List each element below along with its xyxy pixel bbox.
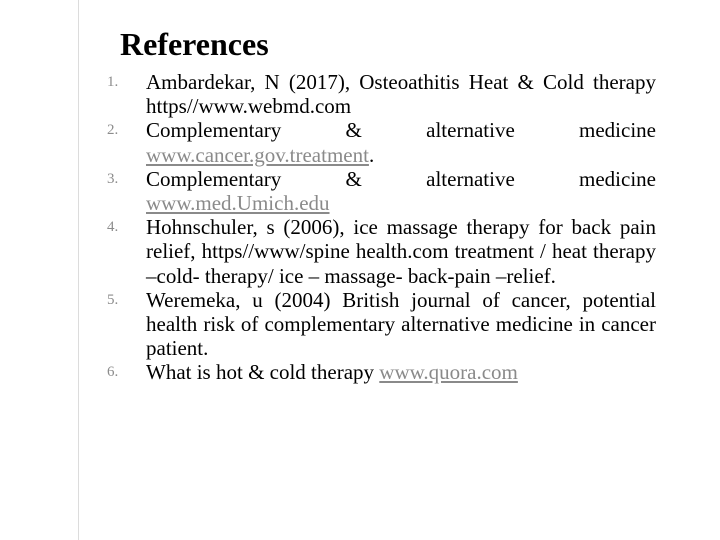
reference-link[interactable]: www.cancer.gov.treatment [146, 142, 369, 167]
page-title: References [120, 26, 269, 62]
vertical-divider [78, 0, 79, 540]
reference-number: 1. [107, 74, 119, 90]
reference-item [107, 287, 656, 361]
reference-number: 2. [107, 122, 119, 139]
reference-link[interactable]: www.med.Umich.edu [146, 191, 330, 216]
reference-number: 6. [107, 364, 119, 381]
reference-text: Complementary & alternative medicine [146, 118, 656, 143]
reference-item [107, 360, 656, 385]
reference-item [107, 118, 656, 167]
reference-text: What is hot & cold therapy [146, 360, 380, 385]
references-list [107, 70, 656, 385]
reference-suffix: . [368, 142, 375, 167]
reference-item [107, 70, 656, 119]
reference-text: Weremeka, u (2004) British journal of cancer, potential health risk of complementary alternative medicine in cancer patient. [146, 287, 656, 361]
reference-item [107, 215, 656, 288]
reference-item [107, 166, 656, 216]
reference-number: 5. [107, 291, 119, 308]
reference-link[interactable]: www.quora.com [379, 360, 518, 385]
reference-number: 3. [107, 170, 119, 187]
reference-text: Hohnschuler, s (2006), ice massage therapy for back pain relief, https//www/spine health.com treatment / heat therapy –cold- therapy/ ice – massage- back-pain –relief. [146, 215, 656, 288]
reference-text: Ambardekar, N (2017), Osteoathitis Heat & Cold therapy https//www.webmd.com [146, 70, 656, 119]
reference-number: 4. [107, 219, 119, 236]
reference-text: Complementary & alternative medicine [146, 166, 656, 191]
